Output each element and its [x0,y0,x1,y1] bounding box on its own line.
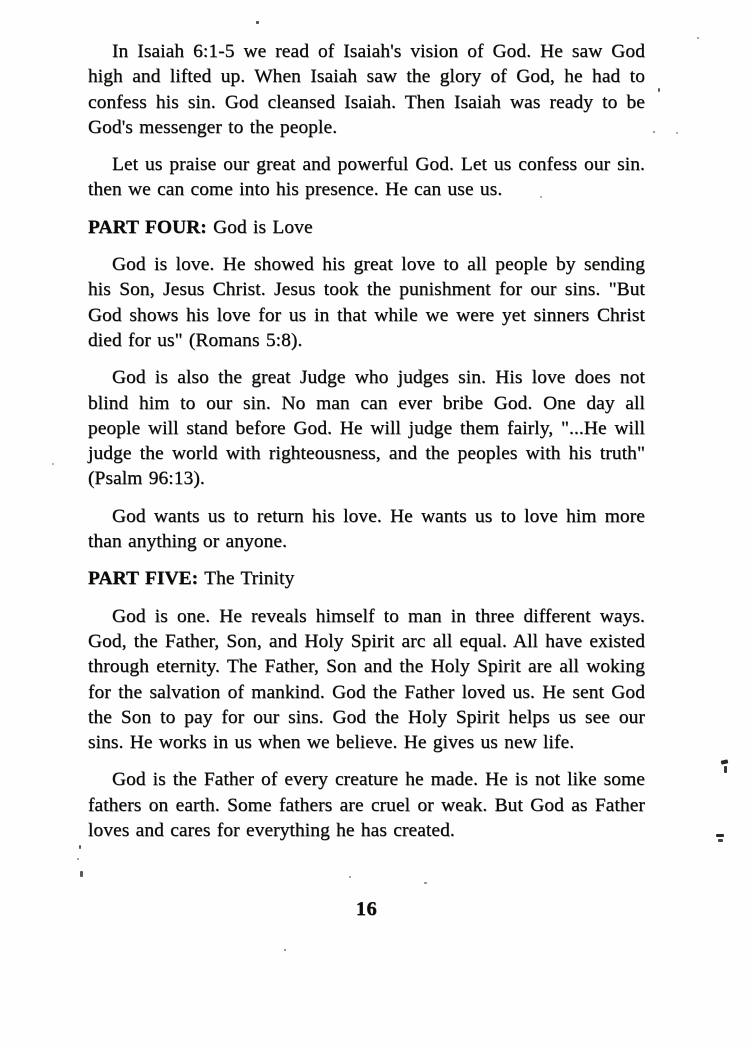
heading-part-four [88,215,645,240]
scan-speck [256,21,259,24]
paragraph-praise-god: Let us praise our great and powerful God. Let us confess our sin. then we can come into his presence. He can use us. [88,154,645,201]
scan-speck [718,839,723,842]
scan-speck [653,131,655,133]
heading-part-five-label: PART FIVE: [88,568,199,590]
scan-speck [349,876,351,878]
scan-speck [716,834,724,837]
scan-speck [676,132,678,134]
heading-part-four-title: God is Love [206,216,313,238]
scan-speck [77,858,79,860]
scan-speck [724,766,727,773]
scan-speck [79,845,81,849]
paragraph-god-is-judge: God is also the great Judge who judges sin. His love does not blind him to our sin. No man can ever bribe God. One day all people will stand before God. He will judge them fairly, "...He will judge the world with righteousness, and the peoples with his truth" (Psalm 96:13). [88,367,645,490]
paragraph-return-his-love: God wants us to return his love. He wants us to love him more than anything or anyone. [88,505,645,553]
paragraph-god-the-father: God is the Father of every creature he made. He is not like some fathers on earth. Some fathers are cruel or weak. But God as Father loves and cares for everything he has created. [88,769,645,842]
scan-speck [80,871,83,877]
scan-speck [721,759,729,764]
heading-part-four-label: PART FOUR: [88,216,207,238]
page-number: 16 [355,898,378,921]
scan-speck [52,463,54,465]
paragraph-god-is-love: God is love. He showed his great love to all people by sending his Son, Jesus Christ. Jesus took the punishment for our sins. "But God shows his love for us in that while we were yet sinners Christ died for us" (Romans 5:8). [88,254,645,351]
scan-speck [658,88,660,92]
scan-speck [540,196,542,198]
paragraph-isaiah-vision: In Isaiah 6:1-5 we read of Isaiah's vision of God. He saw God high and lifted up. When Isaiah saw the glory of God, he had to confess his sin. God cleansed Isaiah. Then Isaiah was ready to be God's messenger to the people. [88,41,645,138]
heading-part-five-title: The Trinity [198,568,295,590]
scan-speck [424,882,427,884]
heading-part-five [88,566,645,591]
scan-speck [697,37,699,39]
text-column [88,0,645,922]
scan-speck [284,949,286,951]
paragraph-god-is-one: God is one. He reveals himself to man in three different ways. God, the Father, Son, and Holy Spirit arc all equal. All have existed through eternity. The Father, Son and the Holy Spirit are all woking for the salvation of mankind. God the Father loved us. He sent God the Son to pay for our sins. God the Holy Spirit helps us see our sins. He works in us when we believe. He gives us new life. [88,605,645,754]
